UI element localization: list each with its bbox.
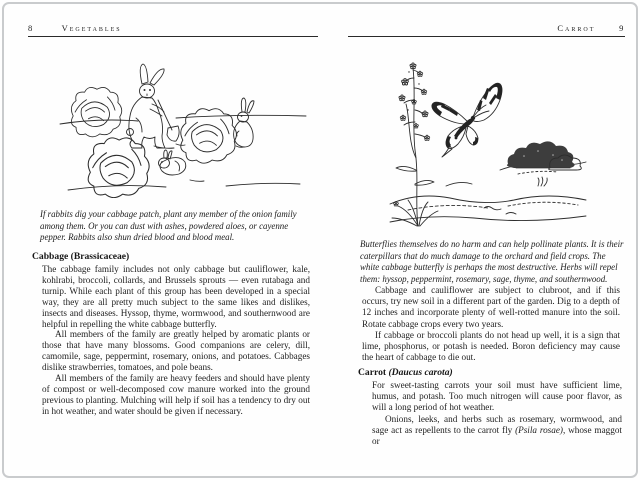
rabbits-cabbages-drawing [58,52,308,198]
page-number-right: 9 [619,23,625,33]
paragraph: The cabbage family includes not only cabbage but cauliflower, kale, kohlrabi, broccoli, collards, and Brussels sprouts — even rutabaga and turnip. While each plant of this group has been developed in a special way, they are all pretty much subject to the same likes and dislikes, insects and diseases. Hyssop, thyme, wormwood, and southernwood are helpful in repelling the white cabbage butterfly. [42,264,310,329]
header-rule-left [28,36,318,37]
running-head-left [28,23,318,33]
paragraph: All members of the family are greatly helped by aromatic plants or those that have many blossoms. Good companions are celery, dill, camomile, sage, peppermint, rosemary, onions, and potatoes. Cabbages dislike strawberries, tomatoes, and pole beans. [42,329,310,373]
rabbit-crouching [159,150,186,175]
illustration-butterfly-meadow [388,58,588,228]
page-left [28,0,318,480]
running-head-title-left: Vegetables [61,23,122,33]
header-rule-right [348,36,625,37]
section-heading-carrot [358,367,453,378]
running-head-right [348,23,625,33]
body-text-left [42,264,310,417]
paragraph: Cabbage and cauliflower are subject to clubroot, and if this occurs, try new soil in a different part of the garden. Dig to a depth of 12 inches and incorporate plenty of well-rotted manure into the soil. Rotate cabbage crops every two years. [362,285,620,329]
illustration-rabbits-cabbage-patch [58,52,308,198]
paragraph-text: , whose maggot or [372,424,622,447]
rabbit-sitting [234,98,254,147]
latin-name: (Psila rosae) [515,424,563,435]
paragraph: For sweet-tasting carrots your soil must have sufficient lime, humus, and potash. Too much nitrogen will cause poor flavor, as will a long period of hot weather. [372,380,622,413]
section-heading-cabbage: Cabbage (Brassicaceae) [32,251,130,262]
caption-left: If rabbits dig your cabbage patch, plant any member of the onion family among them. Or you can dust with ashes, powdered aloes, or cayenne pepper. Rabbits also shun dried blood and blood meal. [40,208,297,243]
paragraph: If cabbage or broccoli plants do not head up well, it is a sign that lime, phosphorus, or potash is needed. Boron deficiency may cause the heart of cabbage to die out. [362,329,620,363]
body-text-carrot [372,380,622,447]
section-heading-carrot-name: Carrot [358,367,387,378]
section-heading-carrot-latin: (Daucus carota) [388,367,453,378]
paragraph: All members of the family are heavy feeders and should have plenty of compost or well-decomposed cow manure worked into the ground previous to planting. Mulching will help if soil has a tendency to dry out in hot weather, and water should be given if necessary. [42,373,310,416]
body-text-right-continuation [362,285,620,363]
butterfly [432,83,502,157]
page-number-left: 8 [28,23,34,33]
page-right [348,0,625,480]
paragraph [372,414,622,448]
caption-right: Butterflies themselves do no harm and can help pollinate plants. It is their caterpillars that do much damage to the orchard and field crops. The white cabbage butterfly is perhaps the most destructive. Herbs will repel them: hyssop, peppermint, rosemary, sage, thyme, and southernwood. [360,238,624,285]
flowering-plant [392,63,438,226]
running-head-title-right: Carrot [557,23,596,33]
butterfly-meadow-drawing [388,58,588,228]
paragraph-text: Onions, leeks, and herbs such as rosemary, wormwood, and sage act as repellents to the carrot fly [372,413,622,435]
rabbit-digging [127,64,186,148]
